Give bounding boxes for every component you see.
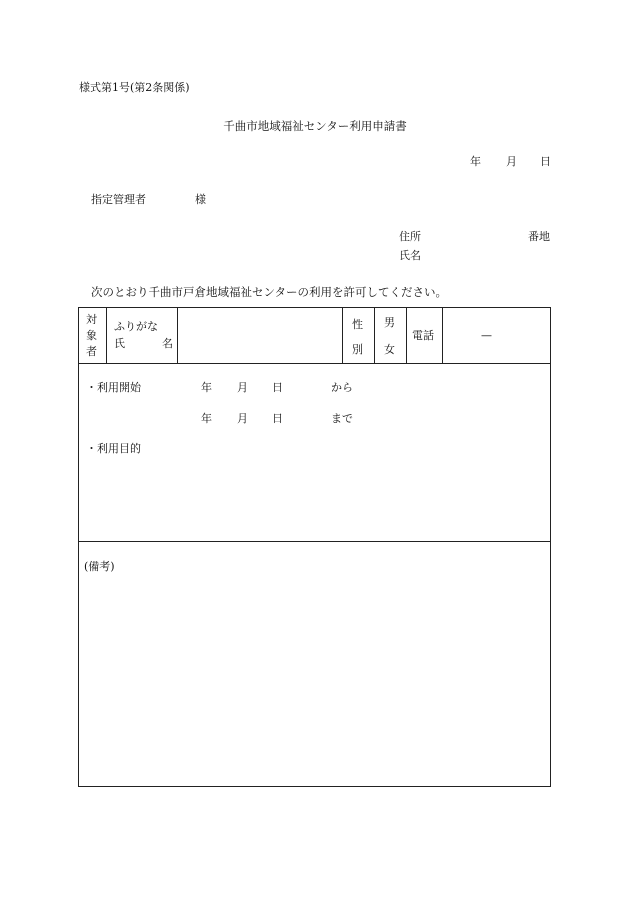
usage-start-label: ・利用開始 xyxy=(86,381,141,394)
remarks-input-area[interactable] xyxy=(86,580,541,778)
phone-label: 電話 xyxy=(412,329,434,342)
from-year: 年 xyxy=(201,381,212,394)
date-day: 日 xyxy=(540,155,551,168)
intro-text: 次のとおり千曲市戸倉地域福祉センターの利用を許可してください。 xyxy=(91,285,448,299)
form-title: 千曲市地域福祉センター利用申請書 xyxy=(223,119,407,133)
applicant-info-row xyxy=(79,308,550,364)
purpose-label: ・利用目的 xyxy=(86,442,141,455)
name-char-1: 氏 xyxy=(114,337,125,350)
name-input-cell[interactable] xyxy=(178,308,341,363)
phone-dash: — xyxy=(481,329,492,342)
furigana-label: ふりがな xyxy=(114,320,158,333)
address-suffix: 番地 xyxy=(528,230,550,243)
usage-row xyxy=(79,364,550,542)
date-year: 年 xyxy=(470,155,481,168)
remarks-row xyxy=(79,542,550,786)
gender-char-1: 性 xyxy=(352,318,363,331)
subject-char-1: 対 xyxy=(86,313,97,326)
to-suffix: まで xyxy=(331,412,353,425)
name-label: 氏名 xyxy=(399,249,421,262)
to-year: 年 xyxy=(201,412,212,425)
gender-char-2: 別 xyxy=(352,343,363,356)
gender-female[interactable]: 女 xyxy=(384,343,395,356)
form-number: 様式第1号(第2条関係) xyxy=(79,81,190,94)
remarks-label: (備考) xyxy=(84,560,115,573)
subject-char-2: 象 xyxy=(86,329,97,342)
address-label: 住所 xyxy=(399,230,421,243)
subject-char-3: 者 xyxy=(86,345,97,358)
application-table xyxy=(78,307,551,787)
purpose-input-area[interactable] xyxy=(86,460,541,536)
from-suffix: から xyxy=(331,381,353,394)
from-day: 日 xyxy=(272,381,283,394)
addressee-label: 指定管理者 xyxy=(91,193,146,206)
from-month: 月 xyxy=(237,381,248,394)
date-month: 月 xyxy=(506,155,517,168)
name-char-2: 名 xyxy=(162,337,173,350)
to-month: 月 xyxy=(237,412,248,425)
to-day: 日 xyxy=(272,412,283,425)
gender-male[interactable]: 男 xyxy=(384,316,395,329)
addressee-honorific: 様 xyxy=(195,193,206,206)
